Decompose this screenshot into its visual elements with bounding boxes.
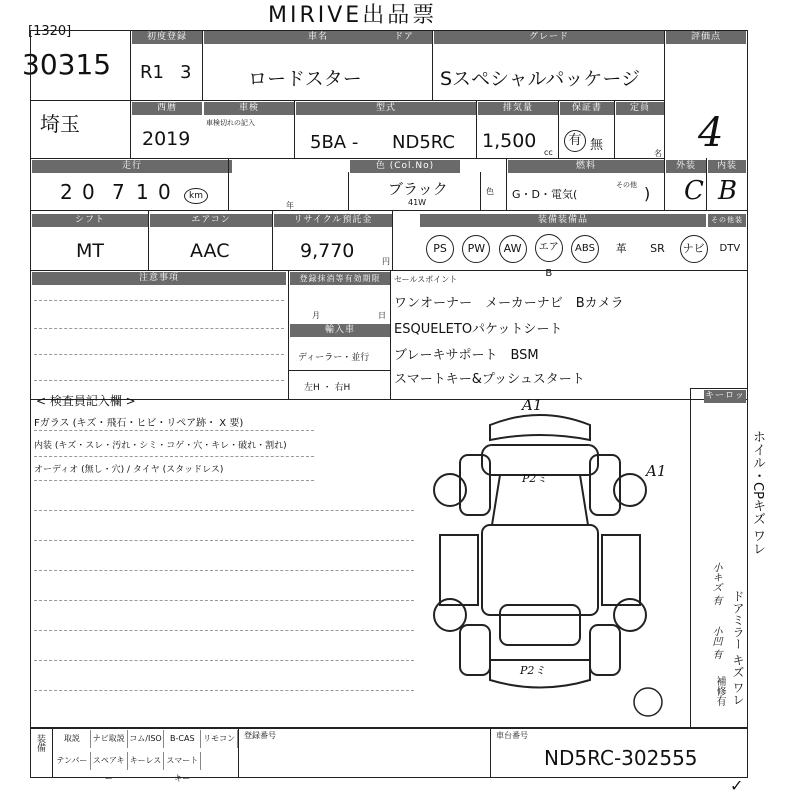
bottom-item: ナビ取説 [91, 730, 128, 748]
mark-a1-top: A1 [522, 396, 543, 414]
year-value: 2019 [142, 128, 191, 150]
fuel-value: G・D・電気( [512, 188, 578, 201]
warranty-yes: 有 [564, 130, 586, 152]
bottom-item: B-CAS [164, 730, 201, 748]
first-reg-month: 3 [180, 62, 192, 83]
chassis-number: ND5RC-302555 [544, 746, 698, 770]
wheel-circle [632, 686, 664, 718]
equipment-label: エアB [535, 234, 563, 262]
equipment-item [531, 234, 567, 279]
equipment-item [422, 234, 458, 264]
inspector-line-1: Fガラス (キズ・飛石・ヒビ・リペア跡・ X 要) [34, 418, 244, 429]
right-note-3: 小キズ 有 [710, 562, 721, 606]
exterior-grade: C [684, 176, 704, 206]
header-year: 西暦 [132, 102, 202, 115]
first-reg-era: R1 [140, 62, 164, 83]
right-note-5: 補修有 [714, 676, 725, 706]
bottom-side-label: 装備 [35, 734, 45, 752]
header-model: 型式 [296, 102, 476, 115]
sales-point-1: ワンオーナー メーカーナビ Bカメラ [394, 296, 624, 311]
equipment-row [422, 234, 748, 279]
equipment-item [567, 234, 603, 264]
mileage-d4: 1 [136, 180, 149, 204]
header-warranty: 保証書 [560, 102, 614, 115]
displacement-value: 1,500 [482, 130, 537, 152]
equipment-label: 革 [615, 242, 627, 255]
fuel-other: その他 [616, 181, 637, 189]
header-reg-expiry: 登録抹消等有効期限 [290, 272, 390, 285]
mileage-d1: 2 [60, 180, 73, 204]
year-suffix: 年 [286, 201, 294, 210]
mileage-d5: 0 [158, 180, 171, 204]
header-exterior: 外装 [666, 160, 706, 173]
equipment-item [676, 234, 712, 264]
equipment-item [639, 234, 675, 264]
bottom-item: リモコン [201, 730, 238, 748]
warranty-no: 無 [590, 138, 604, 153]
bottom-item: スマートキー [164, 752, 201, 770]
equipment-item [603, 234, 639, 264]
header-other-equip: その他装備 [708, 214, 746, 227]
reg-day: 日 [378, 311, 386, 320]
bottom-frame [30, 728, 748, 778]
color-label: 色 [486, 187, 494, 196]
equipment-label: DTV [719, 243, 741, 254]
dealer-parallel: ディーラー・並行 [298, 353, 370, 363]
reg-no-label: 登録番号 [244, 731, 276, 740]
color-code: 41W [408, 198, 427, 207]
model-prefix: 5BA - [310, 132, 359, 153]
header-sales-points: セールスポイント [394, 275, 458, 284]
header-equipment: 装備装備品 [420, 214, 706, 227]
lot-code: [1320] [28, 24, 72, 39]
capacity-suffix: 名 [654, 149, 662, 158]
header-notes: 注意事項 [32, 272, 286, 285]
car-name-value: ロードスター [248, 68, 362, 90]
header-interior: 内装 [708, 160, 746, 173]
bottom-item: テンパー [54, 752, 91, 770]
bottom-item: 取説 [54, 730, 91, 748]
header-color-no: 色 (Col.No) [350, 160, 460, 173]
bottom-item: キーレス [128, 752, 165, 770]
inspector-title: < 検査員記入欄 > [36, 394, 136, 408]
inspector-line-2: 内装 (キズ・スレ・汚れ・シミ・コゲ・穴・キレ・破れ・割れ) [34, 441, 287, 451]
header-first-reg: 初度登録 [132, 31, 202, 44]
header-grade: グレード [434, 31, 664, 44]
mileage-d2: 0 [82, 180, 95, 204]
km-unit: km [184, 188, 208, 204]
equipment-item [494, 234, 530, 264]
header-keylock: キーロック [705, 391, 745, 414]
eval-score: 4 [698, 110, 724, 156]
header-displacement: 排気量 [478, 102, 558, 115]
page-title: MIRIVE出品票 [268, 3, 438, 28]
cc-unit: cc [544, 148, 553, 157]
right-note-1: ホイル・CPキズ ワレ [750, 430, 765, 556]
equipment-label: AW [499, 235, 527, 263]
shift-value: MT [76, 240, 104, 262]
mileage-d3: 7 [112, 180, 125, 204]
inspector-line-3: オーディオ (無し・穴) / タイヤ (スタッドレス) [34, 465, 224, 475]
header-door: ドア [382, 31, 426, 44]
header-eval: 評価点 [666, 31, 746, 44]
lot-number: 30315 [22, 48, 112, 81]
header-car-name: 車名 [204, 31, 432, 44]
header-mileage: 走行 [32, 160, 232, 173]
sales-point-2: ESQUELETOパケットシート [394, 322, 563, 337]
equipment-label: SR [650, 242, 665, 255]
fuel-close: ) [644, 184, 651, 203]
handle-side: 左H ・ 右H [304, 383, 351, 393]
inspection-note: 車検切れの記入 [206, 119, 255, 127]
sales-point-4: スマートキー&プッシュスタート [394, 372, 585, 387]
header-fuel: 燃料 [508, 160, 664, 173]
header-shift: シフト [32, 214, 148, 227]
equipment-label: ABS [571, 235, 599, 263]
header-import: 輸入車 [290, 324, 390, 337]
yen-unit: 円 [382, 257, 390, 266]
reg-month: 月 [312, 311, 320, 320]
header-inspection: 車検 [204, 102, 294, 115]
grade-value: Sスペシャルパッケージ [440, 68, 640, 90]
equipment-label: PW [462, 235, 490, 263]
equipment-label: ナビ [680, 235, 708, 263]
header-aircon: エアコン [150, 214, 272, 227]
color-value: ブラック [388, 180, 448, 198]
model-value: ND5RC [392, 132, 455, 153]
header-capacity: 定員 [616, 102, 664, 115]
bottom-item: スペアキー [91, 752, 128, 770]
equipment-item [712, 234, 748, 264]
equipment-label: PS [426, 235, 454, 263]
aircon-value: AAC [190, 240, 230, 262]
bottom-item: コム/ISO [128, 730, 165, 748]
mark-p-front: P2ミ [522, 472, 548, 485]
right-note-4: 小凹 有 [710, 626, 721, 660]
right-note-2: ドアミラー キズ ワレ [731, 590, 745, 706]
mark-p-rear: P2ミ [520, 664, 546, 677]
equipment-item [458, 234, 494, 264]
interior-grade: B [718, 176, 738, 206]
mark-a1-right: A1 [646, 462, 667, 480]
header-recycle: リサイクル預託金 [274, 214, 392, 227]
recycle-value: 9,770 [300, 240, 355, 262]
sales-point-3: ブレーキサポート BSM [394, 348, 539, 363]
check-mark: ✓ [730, 776, 744, 795]
chassis-label: 車台番号 [496, 731, 528, 740]
prefecture: 埼玉 [40, 112, 80, 136]
